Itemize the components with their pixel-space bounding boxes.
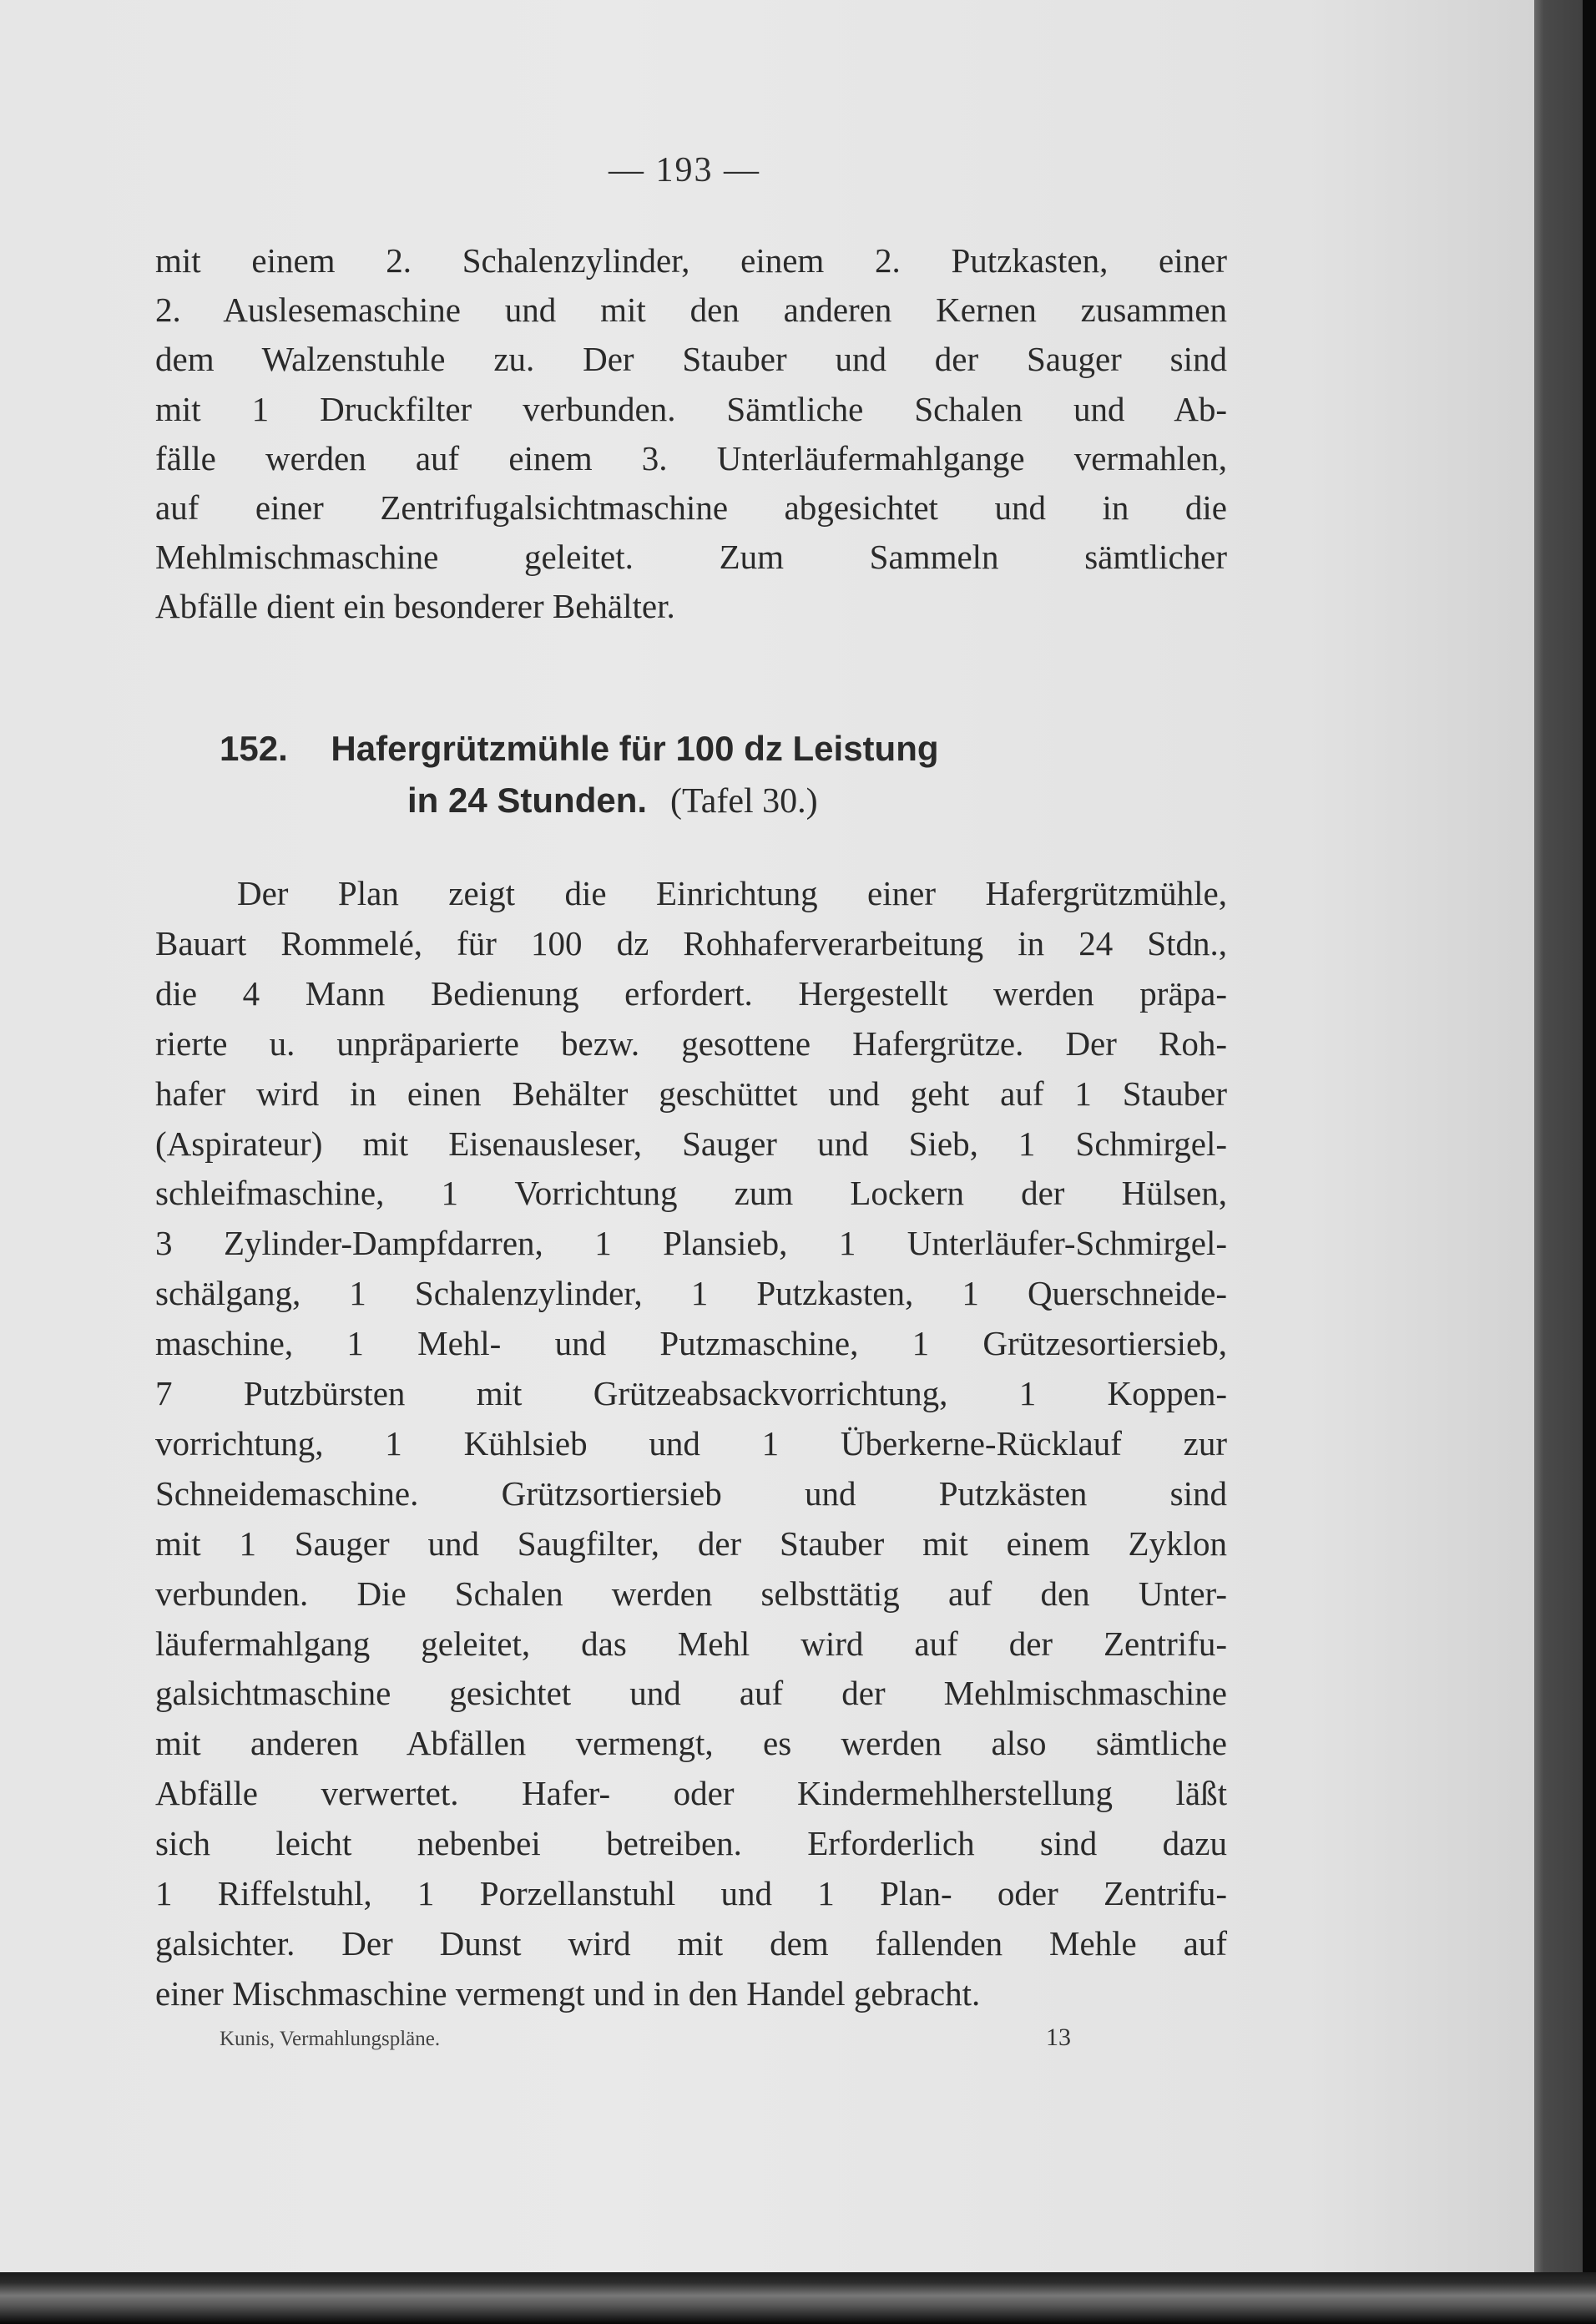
text-line: auf einer Zentrifugalsichtmaschine abgesichtet und in die — [155, 488, 1227, 527]
tafel-reference: (Tafel 30.) — [670, 782, 818, 821]
text-line: dem Walzenstuhle zu. Der Stauber und der Sauger sind — [155, 340, 1227, 379]
text-line: rierte u. unpräparierte bezw. gesottene Hafergrütze. Der Roh- — [155, 1023, 1227, 1063]
text-line: mit 1 Sauger und Saugfilter, der Stauber mit einem Zyklon — [155, 1523, 1227, 1563]
text-line: fälle werden auf einem 3. Unterläufermahlgange vermahlen, — [155, 438, 1227, 477]
text-line: läufermahlgang geleitet, das Mehl wird auf der Zentrifu- — [155, 1624, 1227, 1663]
footer-signature: Kunis, Vermahlungspläne. — [220, 2028, 441, 2050]
text-line: einer Mischmaschine vermengt und in den Handel gebracht. — [155, 1973, 981, 2013]
text-line: verbunden. Die Schalen werden selbsttätig auf den Unter- — [155, 1574, 1227, 1613]
text-line: mit einem 2. Schalenzylinder, einem 2. Putzkasten, einer — [155, 241, 1227, 280]
text-line: Mehlmischmaschine geleitet. Zum Sammeln sämtlicher — [155, 538, 1227, 577]
text-line: galsichtmaschine gesichtet und auf der Mehlmischmaschine — [155, 1674, 1227, 1713]
section-heading-line-2 — [407, 783, 818, 819]
text-line: Abfälle dient ein besonderer Behälter. — [155, 587, 675, 626]
text-line: (Aspirateur) mit Eisenausleser, Sauger und Sieb, 1 Schmirgel- — [155, 1124, 1227, 1163]
text-line: sich leicht nebenbei betreiben. Erforderlich sind dazu — [155, 1824, 1227, 1863]
book-edge — [1534, 0, 1583, 2324]
text-line: mit anderen Abfällen vermengt, es werden also sämtliche — [155, 1724, 1227, 1763]
section-heading-line-1 — [220, 731, 939, 766]
section-number: 152. — [220, 729, 288, 768]
text-line: 3 Zylinder-Dampfdarren, 1 Plansieb, 1 Unterläufer-Schmirgel- — [155, 1224, 1227, 1263]
scan-bottom-border — [0, 2272, 1596, 2324]
section-title-1: Hafergrützmühle für 100 dz Leistung — [331, 729, 939, 768]
text-line: Der Plan zeigt die Einrichtung einer Hafergrützmühle, — [237, 874, 1227, 912]
text-line: Schneidemaschine. Grützsortiersieb und Putzkästen sind — [155, 1473, 1227, 1513]
text-line: galsichter. Der Dunst wird mit dem fallenden Mehle auf — [155, 1923, 1227, 1963]
text-line: vorrichtung, 1 Kühlsieb und 1 Überkerne-Rücklauf zur — [155, 1423, 1227, 1463]
page-number: — 193 — — [609, 151, 760, 189]
text-line: schleifmaschine, 1 Vorrichtung zum Lockern der Hülsen, — [155, 1174, 1227, 1213]
text-line: maschine, 1 Mehl- und Putzmaschine, 1 Grützesortiersieb, — [155, 1324, 1227, 1363]
text-line: Bauart Rommelé, für 100 dz Rohhaferverarbeitung in 24 Stdn., — [155, 923, 1227, 962]
text-line: mit 1 Druckfilter verbunden. Sämtliche Schalen und Ab- — [155, 389, 1227, 428]
text-line: 7 Putzbürsten mit Grützeabsackvorrichtung, 1 Koppen- — [155, 1374, 1227, 1412]
text-line: 2. Auslesemaschine und mit den anderen Kernen zusammen — [155, 290, 1227, 330]
text-line: hafer wird in einen Behälter geschüttet und geht auf 1 Stauber — [155, 1074, 1227, 1113]
footer-sheet-number: 13 — [1046, 2023, 1071, 2051]
section-title-2: in 24 Stunden. — [407, 781, 648, 820]
text-line: Abfälle verwertet. Hafer- oder Kindermehlherstellung läßt — [155, 1774, 1227, 1813]
text-line: 1 Riffelstuhl, 1 Porzellanstuhl und 1 Plan- oder Zentrifu- — [155, 1874, 1227, 1912]
text-line: schälgang, 1 Schalenzylinder, 1 Putzkasten, 1 Querschneide- — [155, 1274, 1227, 1313]
text-line: die 4 Mann Bedienung erfordert. Hergestellt werden präpa- — [155, 973, 1227, 1013]
